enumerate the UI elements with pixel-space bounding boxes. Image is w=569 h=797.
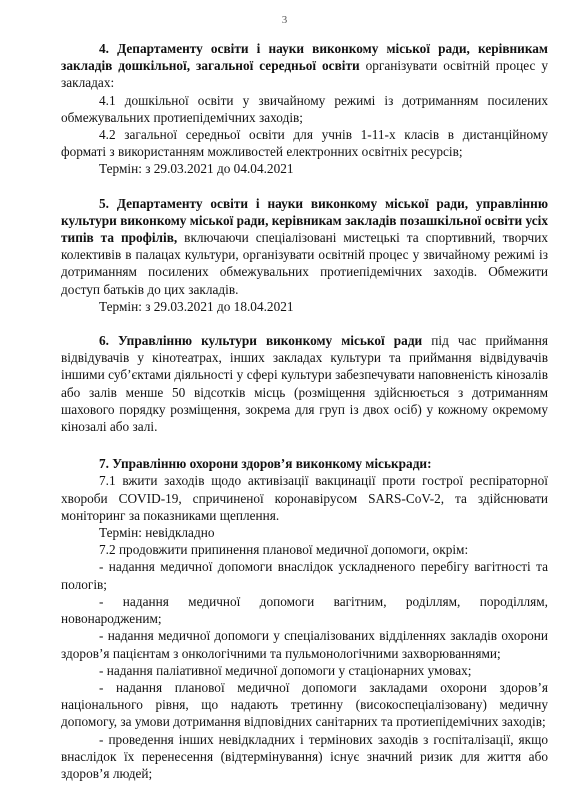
section-6-paragraph	[61, 332, 548, 435]
section-4-heading-text: організувати освітній процес у закладах:	[61, 58, 548, 91]
section-4-heading	[61, 40, 548, 92]
section-7-heading: 7. Управлінню охорони здоров’я виконкому міськради:	[99, 456, 432, 472]
section-7-dash-5: - надання планової медичної допомоги закладами охорони здоров’я національного рівня, що надають третинну (високоспеціалізовану) медичну допомогу, за умови дотримання відповідних санітарних та протиепідемічних заходів;	[61, 679, 548, 730]
section-4-item-2: 4.2 загальної середньої освіти для учнів 1-11-х класів в дистанційному форматі з використанням можливостей електронних освітніх ресурсів;	[61, 127, 548, 160]
section-7-dash-4: - надання паліативної медичної допомоги у стаціонарних умовах;	[99, 662, 472, 678]
document-body	[61, 40, 548, 782]
section-7-dash-6: - проведення інших невідкладних і термінових заходів з госпіталізації, якщо внаслідок їх перенесення (відтермінування) існує значний ризик для життя або здоров’я людей;	[61, 731, 548, 781]
section-7-dash-3: - надання медичної допомоги у спеціалізованих відділеннях закладів охорони здоров’я пацієнтам з онкологічними та пульмонологічними захворюваннями;	[61, 628, 548, 661]
section-4-term: Термін: з 29.03.2021 до 04.04.2021	[99, 161, 294, 177]
section-5-paragraph	[61, 195, 548, 298]
section-5-term: Термін: з 29.03.2021 до 18.04.2021	[99, 298, 294, 314]
section-7-term: Термін: невідкладно	[99, 525, 215, 541]
section-5-heading-text: включаючи спеціалізовані мистецькі та спортивний, творчих колективів в палацах культури, організувати освітній процес у звичайному режимі із дотриманням посилених обмежувальних протиепідемічних заходів. Обмежити доступ батьків до цих закладів.	[61, 230, 548, 297]
section-7-item-2: 7.2 продовжити припинення планової медичної допомоги, окрім:	[99, 542, 469, 558]
section-7-item-1: 7.1 вжити заходів щодо активізації вакцинації проти гострої респіраторної хвороби COVID-19, спричиненої коронавірусом SARS-CoV-2, та здійснювати моніторинг за показниками щеплення.	[61, 473, 548, 523]
section-4-item-1: 4.1 дошкільної освіти у звичайному режимі із дотриманням посилених обмежувальних протиепідемічних заходів;	[61, 92, 548, 125]
page-number: 3	[281, 14, 288, 26]
section-5-heading-bold: 5. Департаменту освіти і науки виконкому міської ради, управлінню культури виконкому міської ради, керівникам закладів позашкільної освіти усіх типів та профілів,	[61, 195, 548, 246]
section-4-heading-bold: 4. Департаменту освіти і науки виконкому міської ради, керівникам закладів дошкільної, загальної середньої освіти	[61, 41, 548, 74]
section-6-heading-text: під час приймання відвідувачів у кінотеатрах, інших закладах культури та приймання відвідувачів іншими суб’єктами діяльності у сфері культури забезпечувати наповненість кінозалів або залів менше 50 відсотків місць (розміщення здійснюється з дотриманням шахового порядку розміщення, зокрема для груп із двох осіб) у кожному окремому кінозалі або залі.	[61, 333, 548, 435]
section-6-heading-bold: 6. Управлінню культури виконкому міської ради	[99, 333, 423, 349]
section-7-dash-2: - надання медичної допомоги вагітним, роділлям, породіллям, новонародженим;	[61, 593, 548, 627]
section-7-dash-1: - надання медичної допомоги внаслідок ускладненого перебігу вагітності та пологів;	[61, 559, 548, 592]
